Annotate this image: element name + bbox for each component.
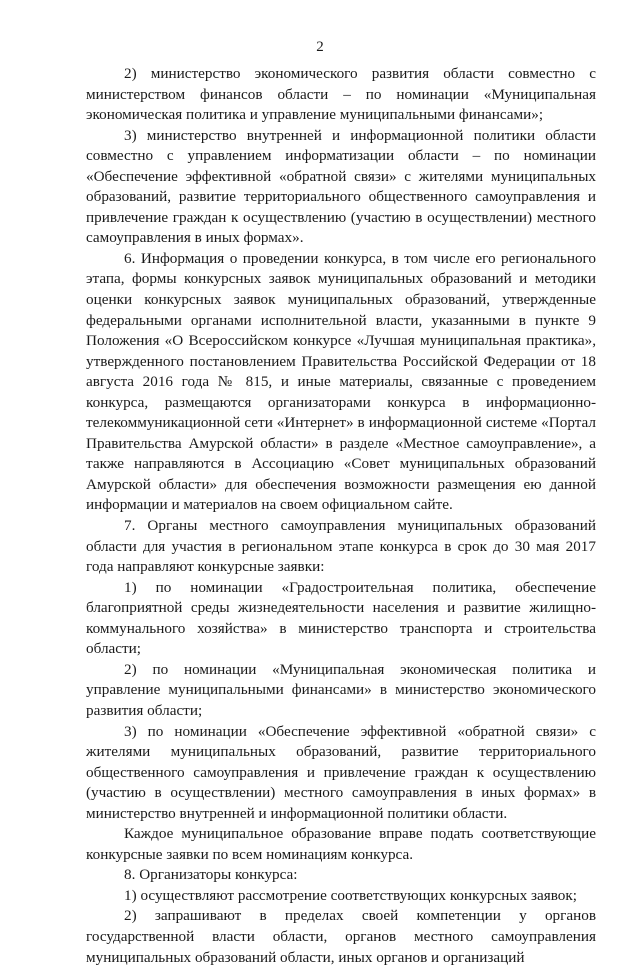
paragraph-section-6-contest-information: 6. Информация о проведении конкурса, в том числе его регионального этапа, формы конкурсных заявок муниципальных образований и методики оценки конкурсных заявок муниципальных образований, утвержденные федеральными органами исполнительной власти, указанными в пункте 9 Положения «О Всероссийском конкурсе «Лучшая муниципальная практика», утвержденного постановлением Правительства Российской Федерации от 18 августа 2016 года № 815, и иные материалы, связанные с проведением конкурса, размещаются организаторами конкурса в информационно-телекоммуникационной сети «Интернет» в информационной системе «Портал Правительства Амурской области» в разделе «Местное самоуправление», а также направляются в Ассоциацию «Совет муниципальных образований Амурской области» для обеспечения возможности размещения ею данной информации и материалов на своем официальном сайте.: [86, 249, 596, 514]
paragraph-all-nominations: Каждое муниципальное образование вправе подать соответствующие конкурсные заявки по всем номинациям конкурса.: [86, 825, 596, 863]
document-body: [86, 64, 596, 968]
page-number: 2: [316, 39, 324, 55]
paragraph-nomination-urban-planning: 1) по номинации «Градостроительная политика, обеспечение благоприятной среды жизнедеятельности населения и развитие жилищно-коммунального хозяйства» в министерство транспорта и строительства области;: [86, 578, 596, 658]
paragraph-nomination-economic-policy: 2) по номинации «Муниципальная экономическая политика и управление муниципальными финансами» в министерство экономического развития области;: [86, 660, 596, 719]
paragraph-nomination-feedback: 3) по номинации «Обеспечение эффективной «обратной связи» с жителями муниципальных образований, развитие территориального общественного самоуправления и привлечение граждан к осуществлению (участию в осуществлении) местного самоуправления в иных формах» в министерство внутренней и информационной политики области.: [86, 722, 596, 822]
paragraph-section-8-organizers: 8. Организаторы конкурса:: [124, 866, 298, 884]
paragraph-item-2-economic-ministry: 2) министерство экономического развития области совместно с министерством финансов области – по номинации «Муниципальная экономическая политика и управление муниципальными финансами»;: [86, 65, 596, 124]
paragraph-organizers-request: 2) запрашивают в пределах своей компетенции у органов государственной власти области, органов местного самоуправления муниципальных образований области, иных органов и организаций: [86, 907, 596, 966]
paragraph-organizers-review: 1) осуществляют рассмотрение соответствующих конкурсных заявок;: [124, 886, 577, 904]
paragraph-item-3-internal-policy-ministry: 3) министерство внутренней и информационной политики области совместно с управлением информатизации области – по номинации «Обеспечение эффективной «обратной связи» с жителями муниципальных образований, развитие территориального общественного самоуправления и привлечение граждан к осуществлению (участию в осуществлении) местного самоуправления в иных формах».: [86, 126, 596, 247]
paragraph-section-7-applications: 7. Органы местного самоуправления муниципальных образований области для участия в региональном этапе конкурса в срок до 30 мая 2017 года направляют конкурсные заявки:: [86, 517, 596, 576]
